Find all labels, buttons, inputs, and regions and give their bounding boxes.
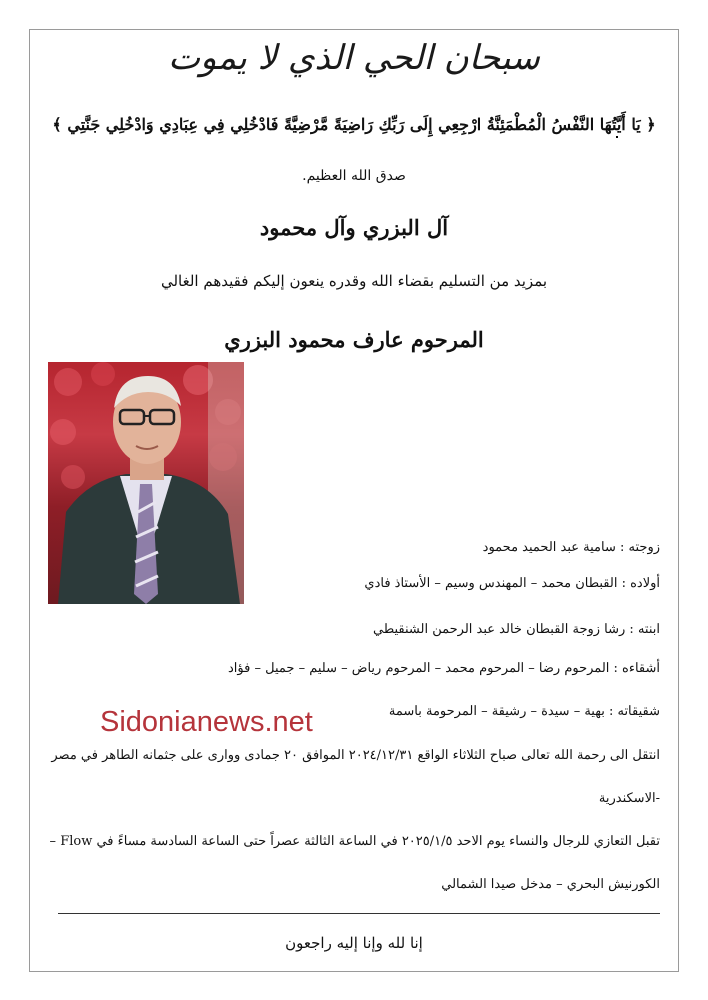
sons-line: أولاده : القبطان محمد – المهندس وسيم – الأستاذ فادي xyxy=(364,576,660,591)
stray-dot xyxy=(616,136,618,138)
portrait-photo xyxy=(48,362,244,604)
deceased-name: المرحوم عارف محمود البزري xyxy=(224,327,484,352)
condolence-line: تقبل التعازي للرجال والنساء يوم الاحد ٢٠٢٥/١/٥ في الساعة الثالثة عصراً حتى الساعة السادسة مساءً في Flow – xyxy=(49,834,660,849)
divider xyxy=(58,913,660,914)
family-names: آل البزري وآل محمود xyxy=(259,215,449,240)
announcement-text: بمزيد من التسليم بقضاء الله وقدره ينعون إليكم فقيدهم الغالي xyxy=(160,272,548,290)
wife-line: زوجته : سامية عبد الحميد محمود xyxy=(482,540,660,555)
closing-phrase: إنا لله وإنا إليه راجعون xyxy=(285,934,423,952)
sisters-line: شقيقاته : بهية – سيدة – رشيقة – المرحومة باسمة xyxy=(388,704,660,719)
death-announcement-continuation: -الاسكندرية xyxy=(598,791,660,806)
site-watermark: Sidonianews.net xyxy=(100,706,313,738)
calligraphy-heading: سبحان الحي الذي لا يموت xyxy=(168,38,540,78)
brothers-line: أشقاءه : المرحوم رضا – المرحوم محمد – المرحوم رياض – سليم – جميل – فؤاد xyxy=(228,661,660,676)
quran-verse: ﴿ يَا أَيَّتُهَا النَّفْسُ الْمُطْمَئِنَّةُ ارْجِعِي إِلَى رَبِّكِ رَاضِيَةً مَّرْضِيَّةً فَادْخُلِي فِي عِبَادِي وَادْخُلِي جَنَّتِي ﴾ xyxy=(52,115,656,134)
death-announcement-line: انتقل الى رحمة الله تعالى صباح الثلاثاء الواقع ٢٠٢٤/١٢/٣١ الموافق ٢٠ جمادى ووارى على جثمانه الطاهر في مصر xyxy=(51,748,660,763)
sadaq-line: صدق الله العظيم. xyxy=(302,168,406,184)
daughter-line: ابنته : رشا زوجة القبطان خالد عبد الرحمن الشنقيطي xyxy=(373,622,660,637)
condolence-location-line: الكورنيش البحري – مدخل صيدا الشمالي xyxy=(441,877,660,892)
